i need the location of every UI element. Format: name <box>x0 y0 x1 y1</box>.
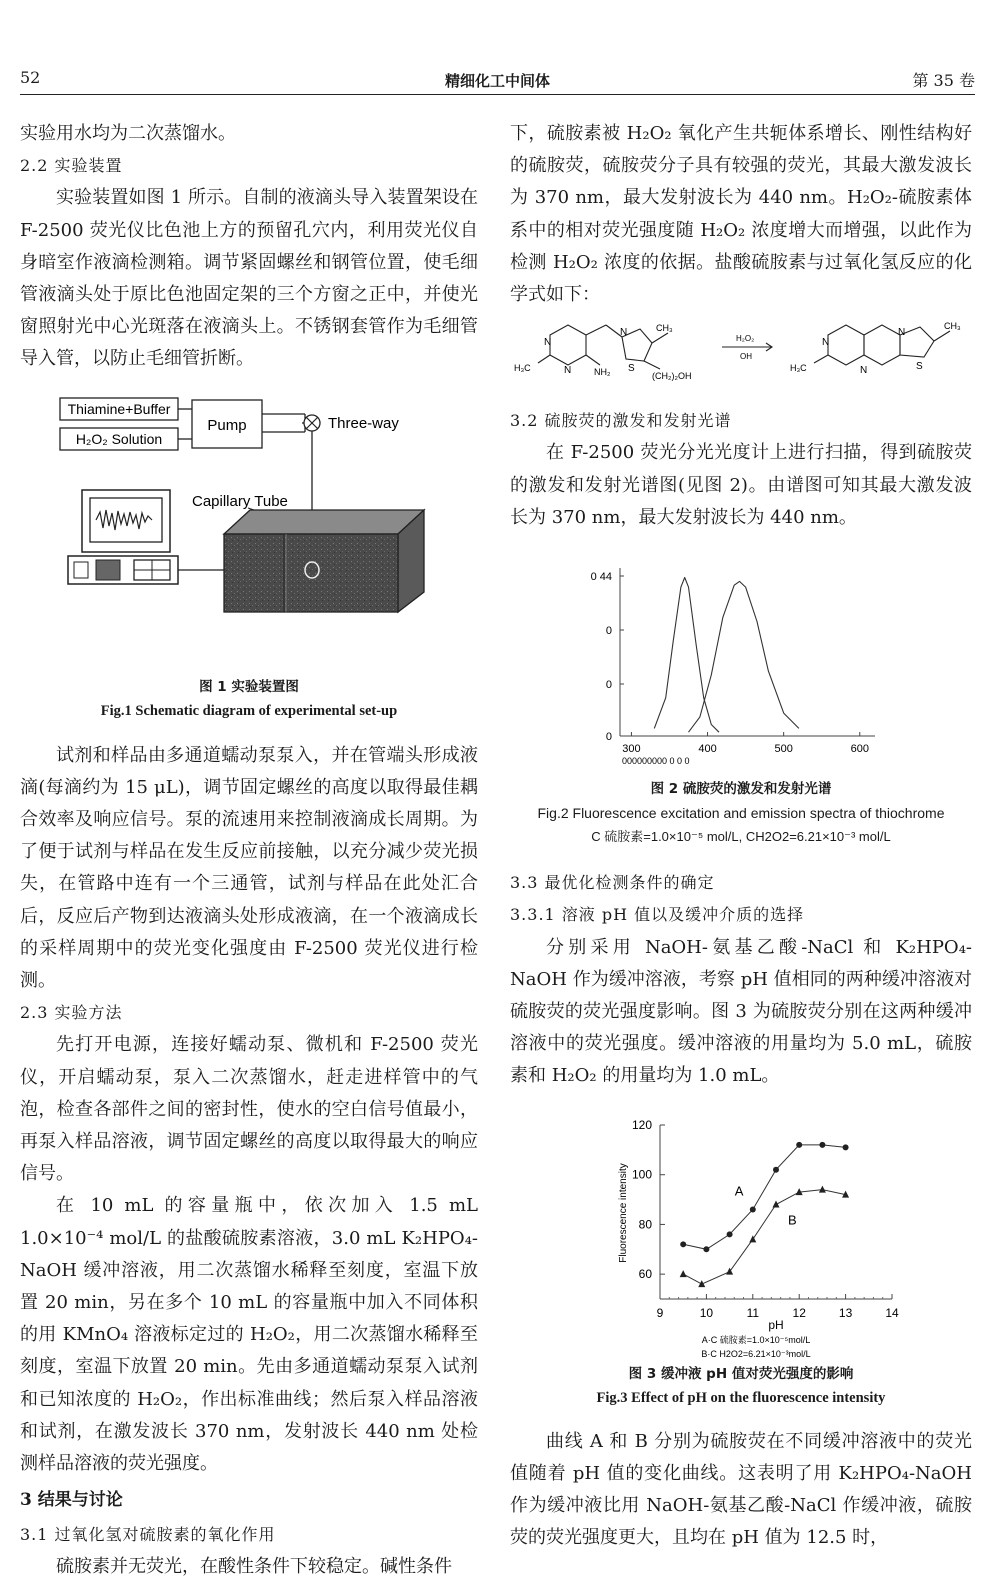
figure-1-caption-en: Fig.1 Schematic diagram of experimental set-up <box>100 702 398 719</box>
paragraph: 实验用水均为二次蒸馏水。 <box>20 123 236 144</box>
data-point-a <box>796 1142 802 1148</box>
figure-2-caption-en: Fig.2 Fluorescence excitation and emission spectra of thiochrome <box>537 805 945 822</box>
data-point-a <box>773 1166 779 1172</box>
data-point-b <box>819 1185 826 1192</box>
chem-group: H₃C <box>514 363 531 374</box>
setup-diagram <box>20 392 478 662</box>
chem-atom: S <box>916 361 923 373</box>
section-heading: 3.2 硫胺荧的激发和发射光谱 <box>510 411 732 431</box>
chem-group: (CH₂)₂OH <box>652 371 692 382</box>
y-tick-label: 60 <box>638 1266 652 1281</box>
journal-title: 精细化工中间体 <box>444 72 550 90</box>
chem-group: CH₃ <box>944 321 961 332</box>
chem-atom: N <box>620 327 628 339</box>
figure-3-caption-en: Fig.3 Effect of pH on the fluorescence intensity <box>596 1389 886 1406</box>
series-line-a <box>683 1145 845 1249</box>
paragraph: 曲线 A 和 B 分别为硫胺荧在不同缓冲溶液中的荧光值随着 pH 值的变化曲线。这表明了用 K₂HPO₄-NaOH 作为缓冲液比用 NaOH-氨基乙酸-NaCl 作缓冲液，硫胺荧的荧光强度更大，且均在 pH 值为 12.5 时， <box>510 1430 972 1549</box>
paragraph: 在 10 mL 的容量瓶中，依次加入 1.5 mL 1.0×10⁻⁴ mol/L 的盐酸硫胺素溶液，3.0 mL K₂HPO₄-NaOH 缓冲溶液，用二次蒸馏水稀释至刻度，室温下放置 20 min，另在多个 10 mL 的容量瓶中加入不同体积的用 KMnO₄ 溶液标定过的 H₂O₂，用二次蒸馏水稀释至刻度，室温下放置 20 min。先由多通道蠕动泵泵入试剂和已知浓度的 H₂O₂，作出标准曲线；然后泵入样品溶液和试剂，在激发波长 370 nm，发射波长 440 nm 处检测样品溶液的荧光强度。 <box>20 1195 478 1475</box>
chem-group: H₃C <box>790 363 807 374</box>
x-tick-label: 500 <box>774 743 793 756</box>
figure-3 <box>510 1103 972 1410</box>
y-tick-label: 0 <box>605 679 612 692</box>
figure-1 <box>20 392 478 722</box>
paragraph: 先打开电源，连接好蠕动泵、微机和 F-2500 荧光仪，开启蠕动泵，泵入二次蒸馏水，赶走进样管中的气泡，检查各部件之间的密封性，使水的空白信号值最小，再泵入样品溶液，调节固定螺丝的高度以取得最大的响应信号。 <box>20 1034 478 1185</box>
x-tick-label: 12 <box>792 1305 806 1320</box>
x-tick-label: 14 <box>885 1305 899 1320</box>
x-tick-label: 300 <box>622 743 641 756</box>
capillary-tube-label: Capillary Tube <box>192 492 288 510</box>
reaction-scheme <box>510 315 972 395</box>
h2o2-solution-label: H₂O₂ Solution <box>75 430 163 447</box>
figure-2-caption-conc: C 硫胺素=1.0×10⁻⁵ mol/L, CH2O2=6.21×10⁻³ mol/L <box>591 829 891 845</box>
paragraph: 试剂和样品由多通道蠕动泵泵入，并在管端头形成液滴(每滴约为 15 μL)，调节固定螺丝的高度以取得最佳耦合效率及响应信号。泵的流速用来控制液滴成长周期。为了便于试剂与样品在发生反应前接触，以充分减少荧光损失，在管路中连有一个三通管，试剂与样品在此处汇合后，反应后产物到达液滴头处形成液滴，在一个液滴成长的采样周期中的荧光变化强度由 F-2500 荧光仪进行检测。 <box>20 744 478 992</box>
x-tick-label: 9 <box>656 1305 664 1320</box>
page-header <box>20 64 975 95</box>
y-tick-label: 100 <box>631 1167 652 1182</box>
data-point-a <box>680 1241 686 1247</box>
figure-1-caption-cn: 图 1 实验装置图 <box>199 678 299 695</box>
ph-chart <box>510 1103 972 1359</box>
section-heading: 2.2 实验装置 <box>20 156 123 176</box>
legend-b: B·C H2O2=6.21×10⁻³mol/L <box>701 1348 811 1359</box>
section-heading: 2.3 实验方法 <box>20 1003 123 1023</box>
x-axis-label: pH <box>768 1317 784 1332</box>
chem-group: CH₃ <box>656 323 673 334</box>
data-point-a <box>727 1231 733 1237</box>
series-label-b: B <box>788 1212 797 1228</box>
excitation-curve <box>654 578 719 733</box>
data-point-b <box>773 1200 780 1207</box>
y-tick-label: 80 <box>638 1217 652 1232</box>
section-heading: 3.3.1 溶液 pH 值以及缓冲介质的选择 <box>510 905 805 925</box>
chem-atom: N <box>544 337 552 349</box>
section-heading: 3 结果与讨论 <box>20 1490 123 1511</box>
chem-group: NH₂ <box>594 367 611 378</box>
x-tick-label: 400 <box>698 743 717 756</box>
spectra-chart <box>510 548 972 768</box>
data-point-a <box>843 1144 849 1150</box>
data-point-a <box>819 1142 825 1148</box>
y-axis-label: Fluorescence intensity <box>618 1162 629 1263</box>
instrument-top <box>224 510 424 534</box>
chem-atom: N <box>564 365 572 377</box>
series-line-b <box>683 1189 845 1284</box>
chem-atom: N <box>898 327 906 339</box>
x-tick-label: 13 <box>838 1305 853 1320</box>
x-tick-label: 600 <box>850 743 869 756</box>
fluorometer-box <box>224 534 398 612</box>
figure-2 <box>510 548 972 849</box>
legend-a: A·C 硫胺素=1.0×10⁻⁵mol/L <box>701 1334 811 1345</box>
emission-curve <box>689 581 799 732</box>
x-tick-sub-label: 000000000 0 0 0 <box>622 756 690 767</box>
paragraph: 分别采用 NaOH-氨基乙酸-NaCl 和 K₂HPO₄-NaOH 作为缓冲溶液，考察 pH 值相同的两种缓冲溶液对硫胺荧的荧光强度影响。图 3 为硫胺荧分别在这两种缓冲溶液中的荧光强度。缓冲溶液的用量均为 5.0 mL，硫胺素和 H₂O₂ 的用量均为 1.0 mL。 <box>510 936 972 1087</box>
three-way-label: Three-way <box>328 414 399 432</box>
paragraph: 下，硫胺素被 H₂O₂ 氧化产生共轭体系增长、刚性结构好的硫胺荧，硫胺荧分子具有较强的荧光，其最大激发波长为 370 nm，最大发射波长为 440 nm。H₂O₂-硫胺素体系中的相对荧光强度随 H₂O₂ 浓度增大而增强，以此作为检测 H₂O₂ 浓度的依据。盐酸硫胺素与过氧化氢反应的化学式如下： <box>510 123 972 306</box>
chem-atom: N <box>822 337 830 349</box>
section-heading: 3.3 最优化检测条件的确定 <box>510 873 715 893</box>
left-column <box>20 118 478 1583</box>
arrow-reagent-bottom: OH <box>740 352 752 362</box>
data-point-b <box>698 1280 705 1287</box>
y-tick-label: 0 <box>605 731 612 744</box>
figure-2-caption <box>510 777 972 849</box>
data-point-b <box>680 1270 687 1277</box>
right-column <box>510 118 972 1555</box>
y-tick-label: 120 <box>631 1117 652 1132</box>
x-tick-label: 10 <box>699 1305 714 1320</box>
data-point-a <box>750 1206 756 1212</box>
y-tick-label: 0 44 <box>590 571 612 584</box>
paragraph: 硫胺素并无荧光，在酸性条件下较稳定。碱性条件 <box>56 1555 452 1577</box>
thiamine-buffer-label: Thiamine+Buffer <box>67 400 171 417</box>
page-number: 52 <box>20 68 41 87</box>
section-heading: 3.1 过氧化氢对硫胺素的氧化作用 <box>20 1524 276 1544</box>
chem-atom: S <box>628 363 635 375</box>
y-tick-label: 0 <box>605 625 612 638</box>
figure-1-caption <box>20 675 478 723</box>
pump-label: Pump <box>207 416 247 434</box>
x-tick-label: 11 <box>746 1305 760 1320</box>
chem-atom: N <box>860 365 868 377</box>
volume-label: 第 35 卷 <box>912 71 975 90</box>
figure-3-caption <box>510 1362 972 1410</box>
arrow-reagent-top: H₂O₂ <box>736 334 755 344</box>
figure-3-caption-cn: 图 3 缓冲液 pH 值对荧光强度的影响 <box>628 1365 854 1382</box>
paragraph: 在 F-2500 荧光分光光度计上进行扫描，得到硫胺荧的激发和发射光谱图(见图 2)。由谱图可知其最大激发波长为 370 nm，最大发射波长为 440 nm。 <box>510 442 972 528</box>
series-label-a: A <box>734 1183 744 1199</box>
figure-2-caption-cn: 图 2 硫胺荧的激发和发射光谱 <box>650 781 832 798</box>
data-point-a <box>703 1246 709 1252</box>
paragraph: 实验装置如图 1 所示。自制的液滴头导入装置架设在 F-2500 荧光仪比色池上方的预留孔穴内，利用荧光仪自身暗室作液滴检测箱。调节紧固螺丝和钢管位置，使毛细管液滴头处于原比色池固定架的三个方窗之正中，并使光窗照射光中心光斑落在液滴头上。不锈钢套管作为毛细管导入管，以防止毛细管折断。 <box>20 187 478 370</box>
